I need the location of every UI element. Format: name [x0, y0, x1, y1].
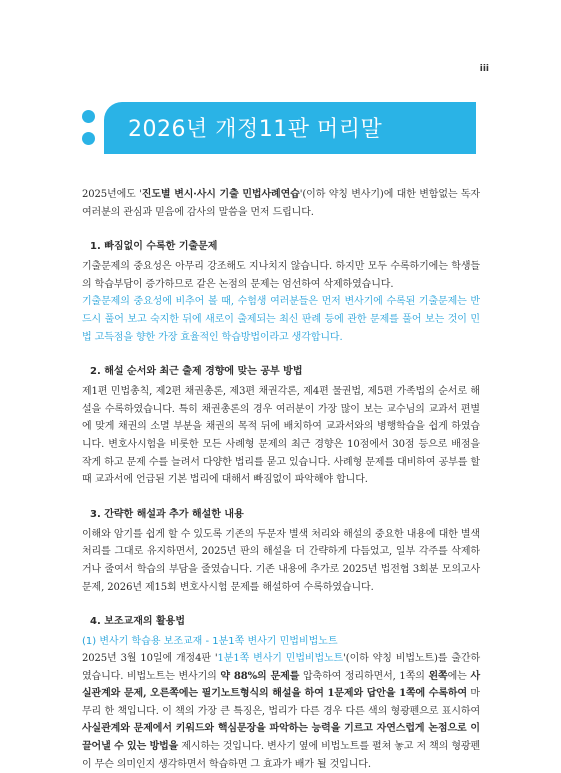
section-1-paragraph-1: 기출문제의 중요성은 아무리 강조해도 지나치지 않습니다. 하지만 모두 수록하기에는 학생들의 학습부담이 증가하므로 같은 논점의 문제는 엄선하여 삭제하였습니다. [82, 261, 480, 290]
intro-book-title: 진도별 변시·사시 기출 민법사례연습 [141, 189, 300, 200]
s4-text-f: 제시하는 것입니다. 변사기 옆에 비법노트를 펼쳐 놓고 저 책의 형광펜이 무슨 의미인지 생각하면서 학습하면 그 효과가 배가 될 것입니다. [82, 741, 481, 770]
s4-bold-c: 왼쪽 [428, 670, 448, 682]
spacer [82, 596, 480, 613]
section-3-paragraph: 이해와 암기를 쉽게 할 수 있도록 기존의 두문자 별색 처리와 해설의 중요한 내용에 대한 별색 처리를 그대로 유지하면서, 2025년 판의 해설을 더 간략하게 다듬었고, 일부 각주를 삭제하거나 줄여서 학습의 부담을 줄였습니다. 기존 내용에 추가로 2025년 법전협 3회분 모의고사 문제, 2026년 제15회 변호사시험 문제를 해설하여 수록하였습니다. [82, 528, 480, 593]
s4-bold-e: 사실관계와 문제에서 키워드와 핵심문장을 파악하는 능력을 기르고 자연스럽게 논점으로 이끌어낼 수 있는 방법을 [82, 723, 480, 753]
s4-bold-b: 약 88%의 문제를 [220, 670, 300, 682]
section-1-paragraph-2: 기출문제의 중요성에 비추어 볼 때, 수험생 여러분들은 먼저 변사기에 수록된 기출문제는 반드시 풀어 보고 숙지한 뒤에 새로이 출제되는 최신 판례 등에 관한 문제를 풀어 보는 것이 민법 고득점을 향한 가장 효율적인 학습방법이라고 생각합니다. [82, 296, 480, 343]
s4-bold-d: 사실관계와 문제, 오른쪽에는 필기노트형식의 해설을 하여 1문제와 답안을 1쪽에 수록하여 [82, 670, 480, 700]
section-3-heading: 3. 간략한 해설과 추가 해설한 내용 [90, 508, 244, 520]
s4-text-e: 마무리 한 책입니다. 이 책의 가장 큰 특징은, 법리가 다른 경우 다른 색의 형광펜으로 표시하여 [82, 688, 480, 717]
section-2-paragraph: 제1편 민법총칙, 제2편 채권총론, 제3편 채권각론, 제4편 물권법, 제5편 가족법의 순서로 해설을 수록하였습니다. 특히 채권총론의 경우 여러분이 가장 많이 보는 교수님의 교과서 편별에 맞게 채권의 소멸 부분을 채권의 목적 뒤에 배치하여 교과서와의 병행학습을 쉽게 하였습니다. 변호사시험을 비롯한 모든 사례형 문제의 최근 경향은 10점에서 30점 등으로 배점을 작게 하고 문제 수를 늘려서 다양한 법리를 묻고 있습니다. 사례형 문제를 대비하여 공부를 할 때 교과서에 언급된 기본 법리에 대해서 빠짐없이 파악해야 합니다. [82, 386, 480, 486]
spacer [82, 489, 480, 506]
decorative-dot-top [82, 110, 95, 123]
intro-text-2: '(이하 약칭 변사기)에 대한 변함없는 독자 여러분의 관심과 믿음에 감사의 말씀을 먼저 드립니다. [82, 189, 480, 218]
decorative-dot-bottom [82, 132, 95, 145]
page-number: iii [479, 64, 489, 74]
title-bar [104, 102, 476, 154]
s4-text-b: '(이하 약칭 비법노트)를 출간하였습니다. 비법노트는 변사기의 [82, 653, 480, 682]
spacer [82, 221, 480, 238]
intro-paragraph [82, 186, 480, 221]
content [82, 186, 480, 773]
spacer [82, 346, 480, 363]
section-2-heading: 2. 해설 순서와 최근 출제 경향에 맞는 공부 방법 [90, 366, 303, 378]
s4-book-title: 1분1쪽 변사기 민법비법노트 [217, 653, 344, 665]
s4-text-c: 압축하여 정리하면서, 1쪽의 [299, 670, 429, 682]
intro-text-1: 2025년에도 ' [82, 189, 142, 200]
s4-text-a: 2025년 3월 10일에 개정4판 ' [82, 653, 218, 665]
s4-text-d: 에는 [447, 670, 471, 682]
section-4-paragraph [82, 650, 480, 773]
page-title: 2026년 개정11판 머리말 [128, 117, 383, 142]
section-1-heading: 1. 빠짐없이 수록한 기출문제 [90, 241, 218, 253]
section-4-heading: 4. 보조교재의 활용법 [90, 616, 185, 628]
section-4-subheading: (1) 변사기 학습용 보조교재 - 1분1쪽 변사기 민법비법노트 [82, 636, 338, 648]
